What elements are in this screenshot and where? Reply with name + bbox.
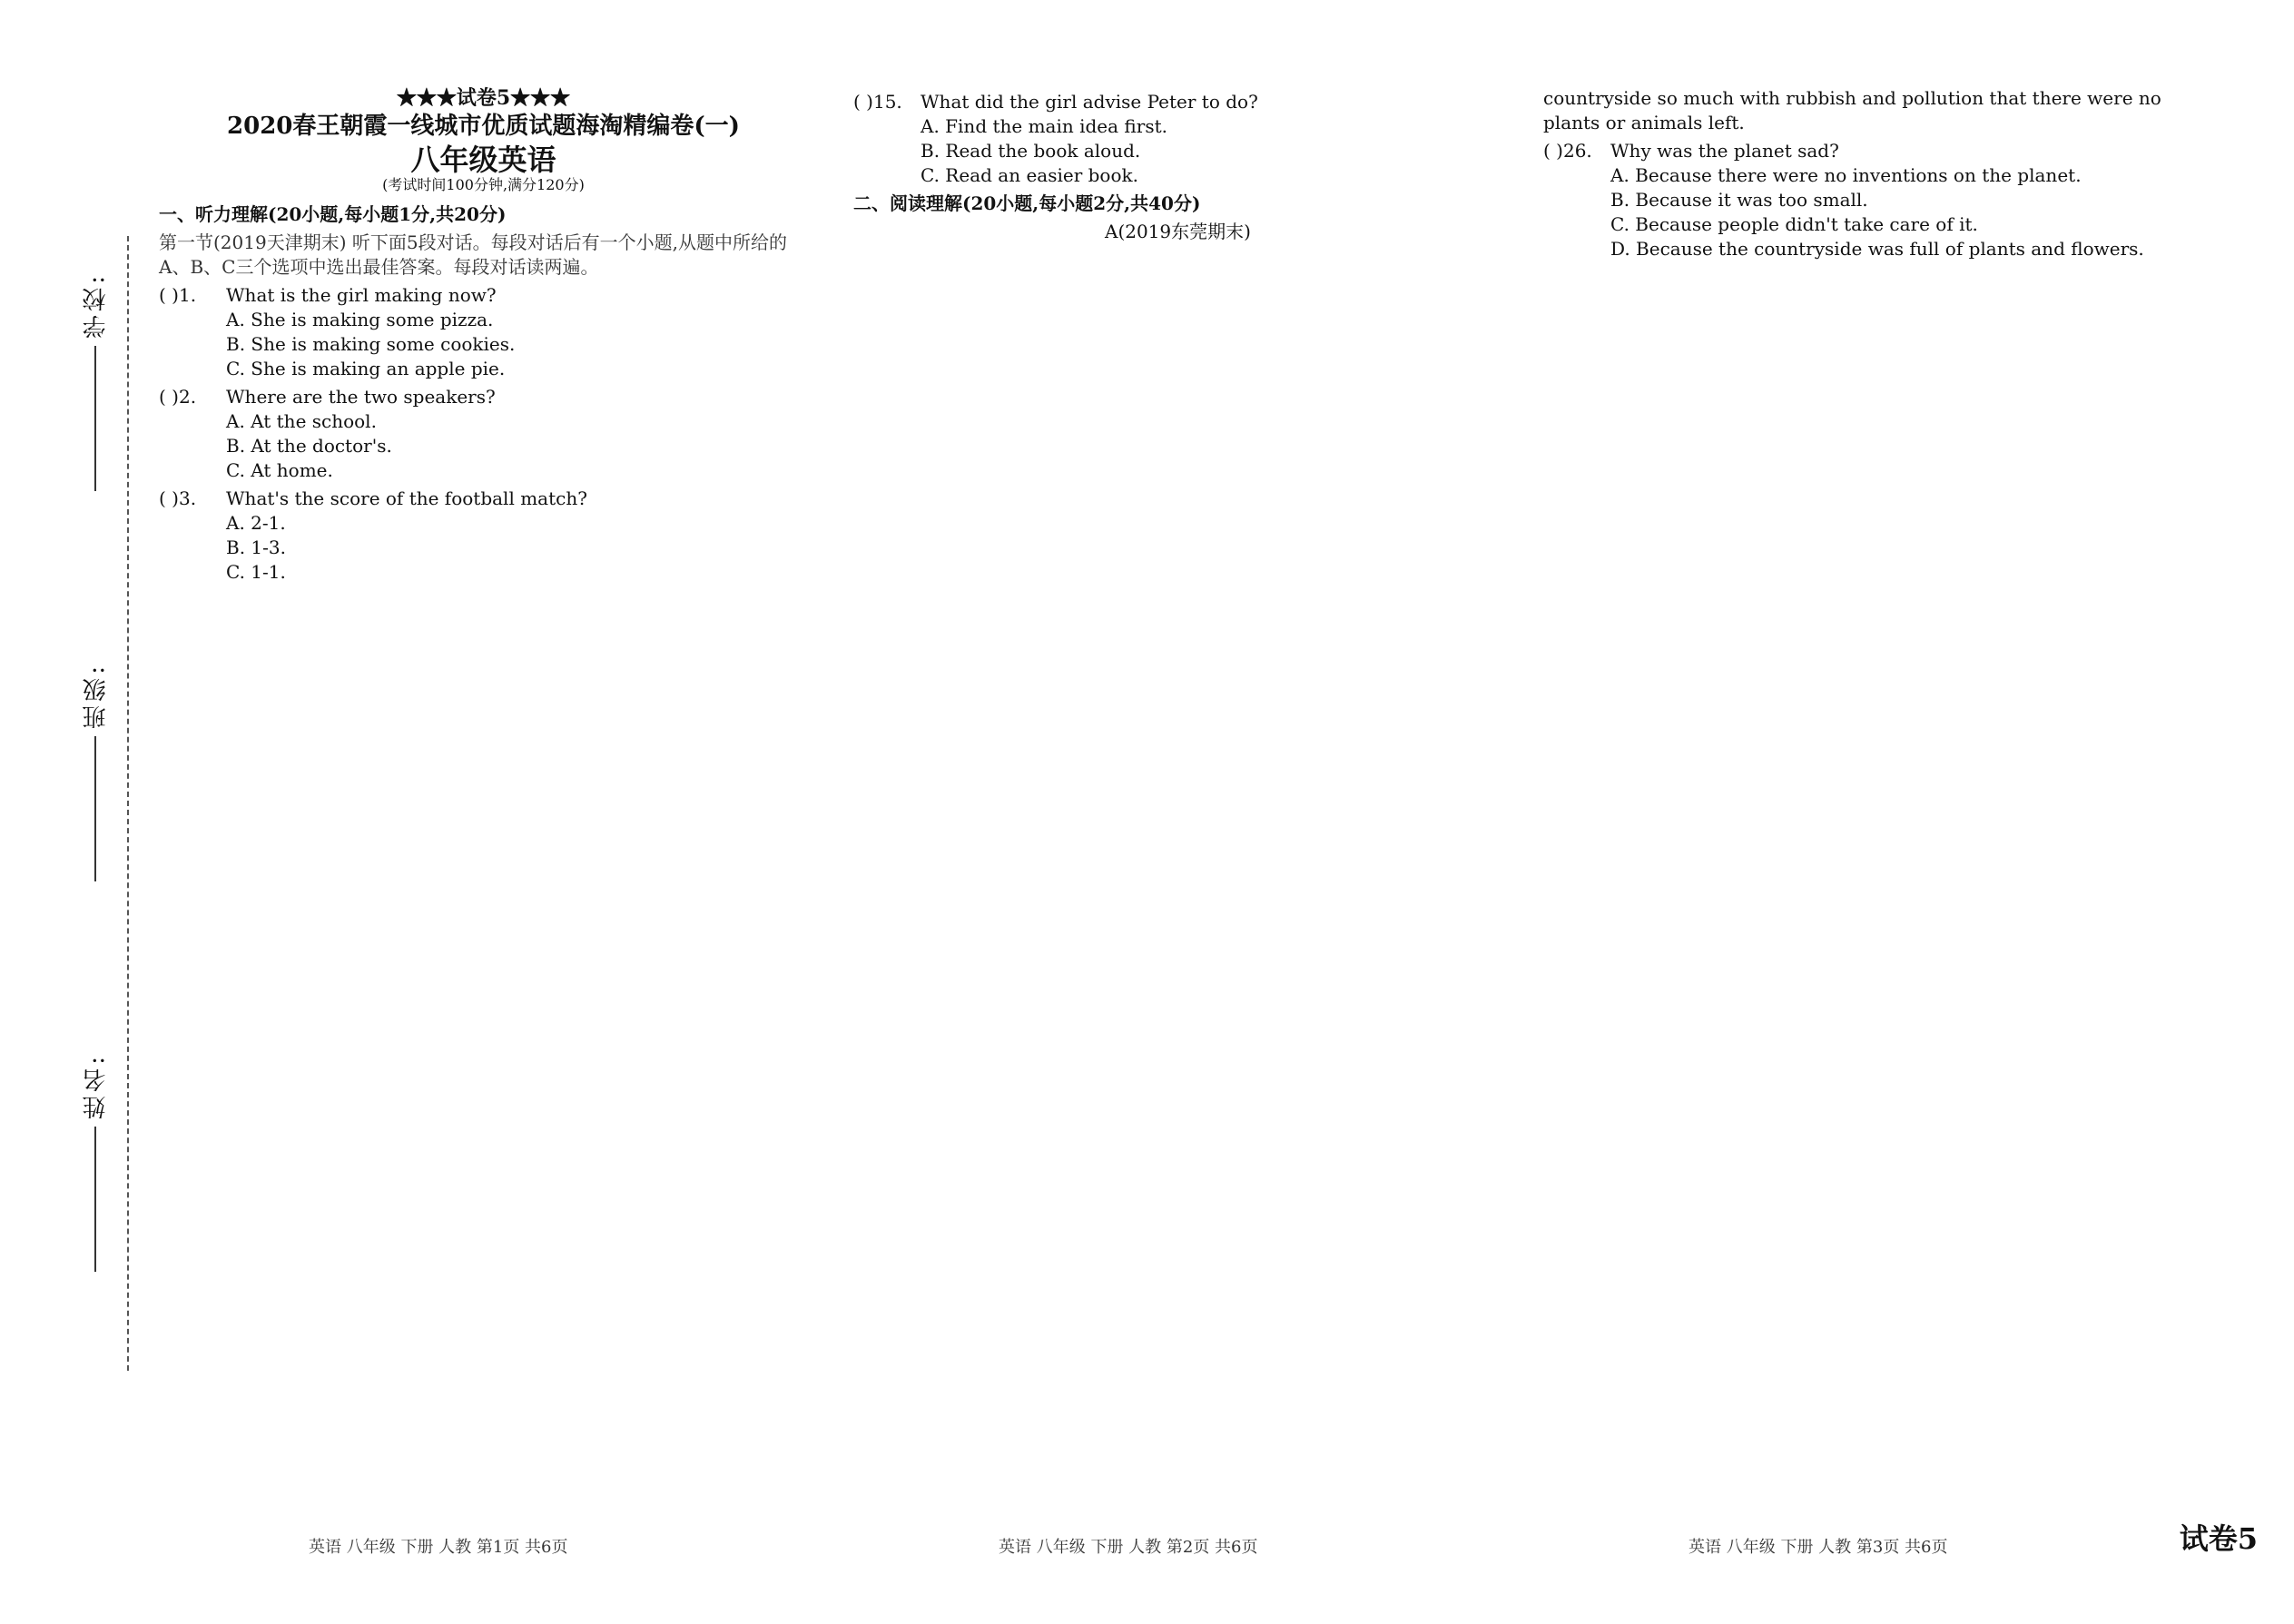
series-label: ★★★试卷5★★★ xyxy=(396,86,571,110)
column-3 xyxy=(1543,86,2192,261)
column-1 xyxy=(159,86,808,585)
option-list: A. 2-1. B. 1-3. C. 1-1. xyxy=(226,512,286,583)
question: ( )1. What is the girl making now? xyxy=(159,284,497,306)
name-blank[interactable] xyxy=(94,1127,96,1272)
section-heading: 二、阅读理解(20小题,每小题2分,共40分) xyxy=(853,192,1201,214)
option-list: A. Because there were no inventions on the planet. B. Because it was too small. C. Because people didn't take care of it. D. Because the countryside was full of plants and flowers. xyxy=(1610,164,2144,260)
section-intro: 第一节(2019天津期末) 听下面5段对话。每段对话后有一个小题,从题中所给的A、B、C三个选项中选出最佳答案。每段对话读两遍。 xyxy=(159,231,787,278)
series-title: 2020春王朝霞一线城市优质试题海淘精编卷(一) xyxy=(227,113,740,140)
question: ( )26. Why was the planet sad? xyxy=(1543,140,1839,162)
subject-title: 八年级英语 xyxy=(410,143,556,177)
passage-text: countryside so much with rubbish and pollution that there were no plants or animals left. xyxy=(1543,87,2161,133)
option-list: A. She is making some pizza. B. She is making some cookies. C. She is making an apple pie. xyxy=(226,309,516,379)
page-footer: 英语 八年级 下册 人教 第3页 共6页 xyxy=(1689,1538,1948,1557)
option-list: A. At the school. B. At the doctor's. C. At home. xyxy=(226,410,392,481)
section-heading: 一、听力理解(20小题,每小题1分,共20分) xyxy=(159,203,507,225)
question: ( )2. Where are the two speakers? xyxy=(159,386,496,408)
school-blank[interactable] xyxy=(94,346,96,491)
column-2 xyxy=(853,86,1502,250)
exam-info: (考试时间100分钟,满分120分) xyxy=(382,176,585,193)
name-field: 姓名: xyxy=(64,1053,127,1272)
fold-line xyxy=(127,236,129,1371)
page-header xyxy=(159,86,808,197)
school-field: 学校: xyxy=(64,272,127,491)
option-list: A. Find the main idea first. B. Read the book aloud. C. Read an easier book. xyxy=(921,115,1167,186)
page-footer: 英语 八年级 下册 人教 第1页 共6页 xyxy=(309,1538,568,1557)
page-footer: 英语 八年级 下册 人教 第2页 共6页 xyxy=(999,1538,1258,1557)
question: ( )15. What did the girl advise Peter to do? xyxy=(853,91,1258,113)
paper-badge: 试卷5 xyxy=(2179,1521,2258,1556)
question: ( )3. What's the score of the football match? xyxy=(159,487,587,509)
student-info-sidebar xyxy=(64,236,163,1371)
class-blank[interactable] xyxy=(94,736,96,881)
reading-passage-heading: A(2019东莞期末) xyxy=(1105,221,1251,242)
class-field: 班级: xyxy=(64,663,127,881)
